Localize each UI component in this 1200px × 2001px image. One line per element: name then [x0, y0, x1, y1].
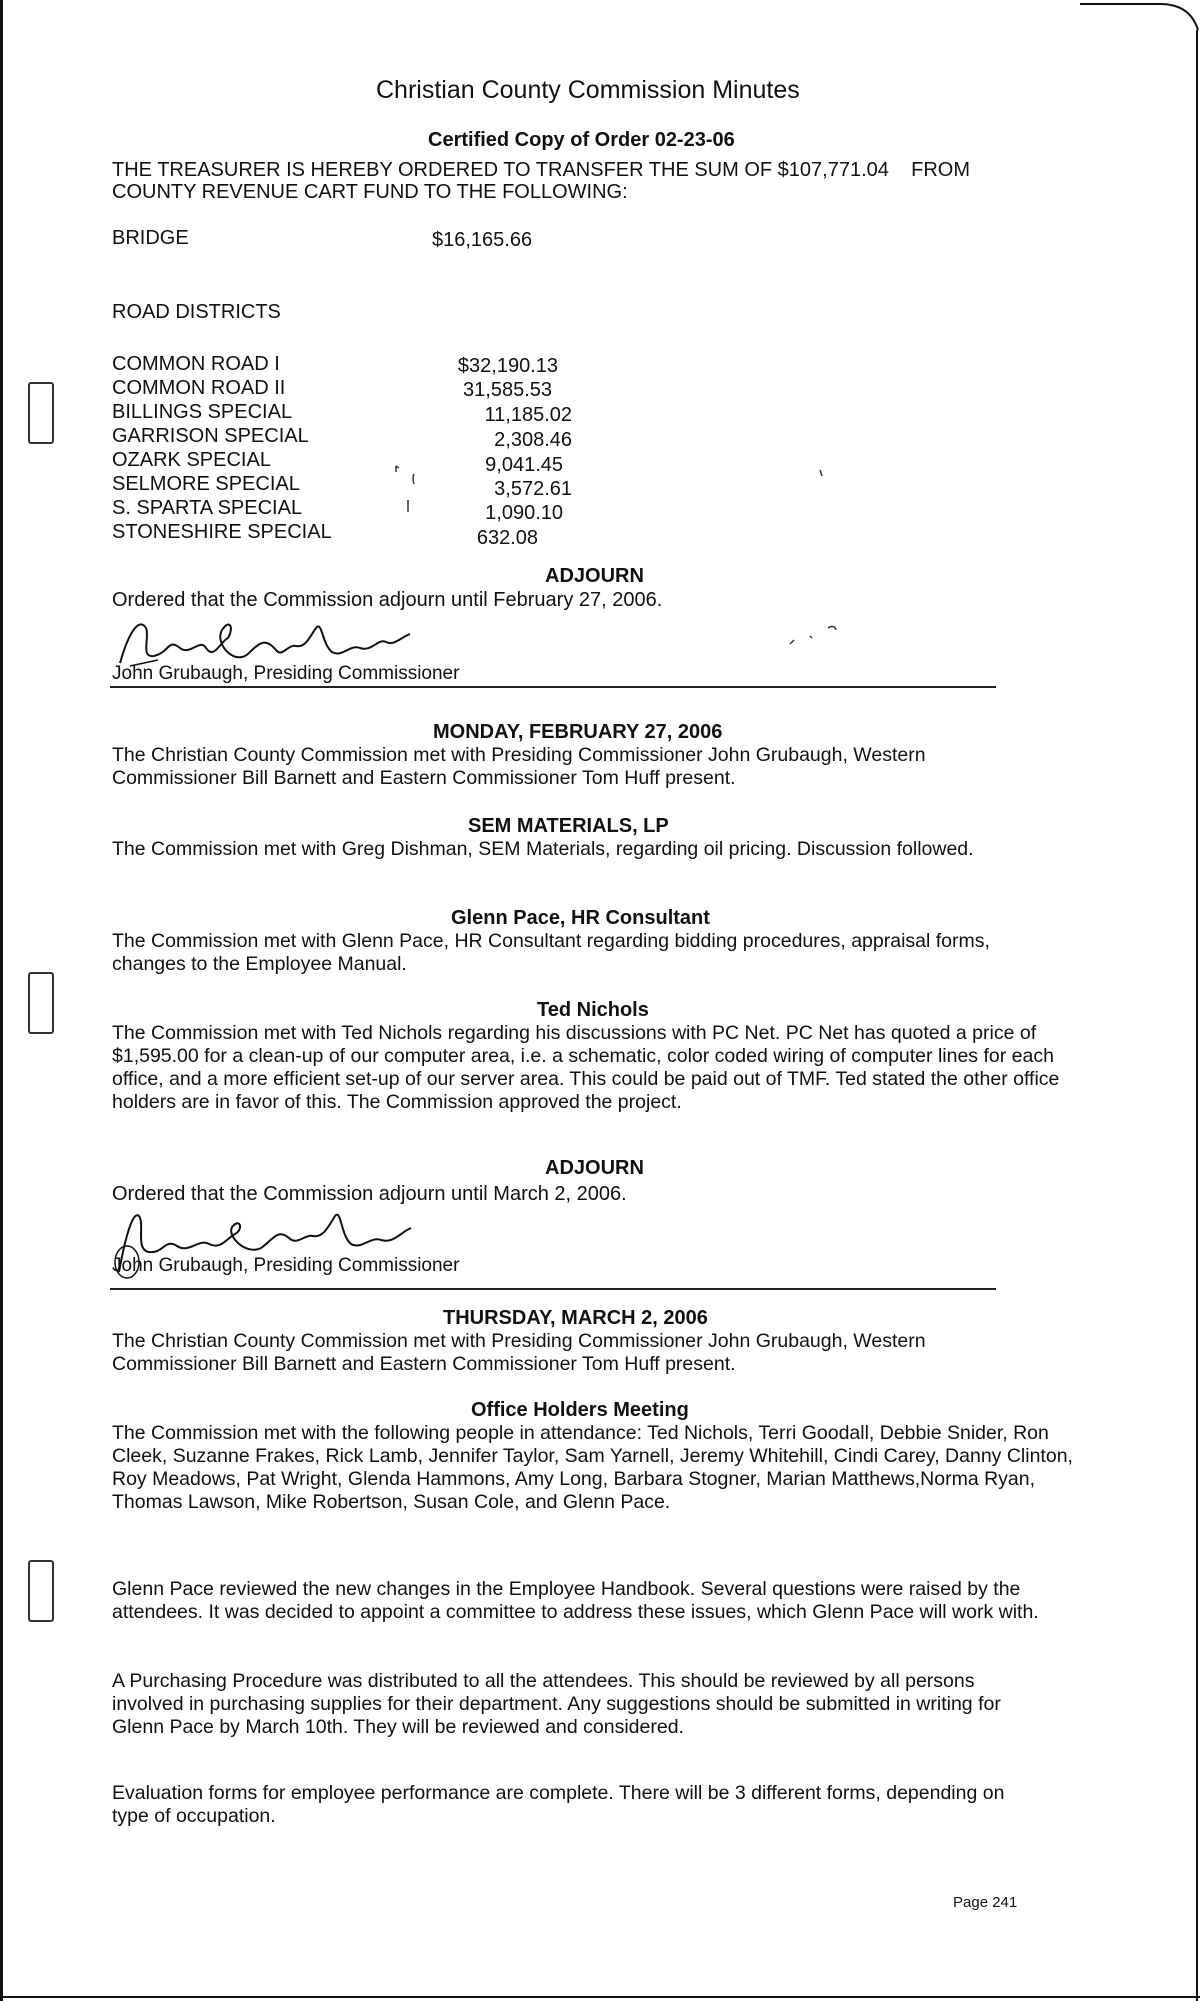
signer-caption-1: John Grubaugh, Presiding Commissioner — [112, 663, 460, 684]
road-name: COMMON ROAD II — [112, 377, 286, 399]
road-amount: 1,090.10 — [485, 502, 563, 524]
handbook-text: Glenn Pace reviewed the new changes in the Employee Handbook. Several questions were raised by the attendees. It was decided to appoint a committee to address these issues, which Glenn Pace will work with. — [112, 1578, 1039, 1623]
signer-caption-2: John Grubaugh, Presiding Commissioner — [112, 1255, 460, 1276]
bridge-label: BRIDGE — [112, 227, 189, 249]
road-districts-heading: ROAD DISTRICTS — [112, 301, 281, 323]
road-amount: $32,190.13 — [457, 355, 558, 377]
sem-heading: SEM MATERIALS, LP — [468, 815, 669, 837]
road-amount: 2,308.46 — [494, 429, 572, 451]
ted-heading: Ted Nichols — [537, 999, 649, 1021]
mar2-attendance-text: The Christian County Commission met with Presiding Commissioner John Grubaugh, Western Commissioner Bill Barnett and Eastern Commissioner Tom Huff present. — [112, 1330, 926, 1375]
evaluation-text: Evaluation forms for employee performance are complete. There will be 3 different forms, depending on type of occupation. — [112, 1782, 1005, 1827]
page-number: Page 241 — [953, 1894, 1018, 1911]
signature-line-1 — [110, 686, 996, 688]
road-amount: 632.08 — [476, 527, 538, 549]
order-heading: Certified Copy of Order 02-23-06 — [428, 129, 735, 151]
road-name: GARRISON SPECIAL — [112, 425, 309, 447]
road-name: COMMON ROAD I — [112, 353, 280, 375]
feb27-attendance-text: The Christian County Commission met with Presiding Commissioner John Grubaugh, Western Commissioner Bill Barnett and Eastern Commissioner Tom Huff present. — [112, 744, 926, 789]
document-title: Christian County Commission Minutes — [376, 76, 800, 104]
office-holders-heading: Office Holders Meeting — [471, 1399, 689, 1421]
page-border-left — [0, 0, 3, 2001]
adjourn-heading-1: ADJOURN — [545, 565, 644, 587]
sem-text: The Commission met with Greg Dishman, SEM Materials, regarding oil pricing. Discussion followed. — [112, 838, 974, 860]
binder-hole-middle — [28, 972, 54, 1034]
road-name: S. SPARTA SPECIAL — [112, 497, 303, 519]
road-name: BILLINGS SPECIAL — [112, 401, 293, 423]
page-corner-curl — [1080, 0, 1200, 40]
page-border-bottom — [0, 1996, 1200, 1998]
road-amount: 3,572.61 — [494, 478, 572, 500]
adjourn-text-1: Ordered that the Commission adjourn until February 27, 2006. — [112, 589, 663, 611]
purchasing-text: A Purchasing Procedure was distributed to all the attendees. This should be reviewed by all persons involved in purchasing supplies for their department. Any suggestions should be submitted in writing for Glenn Pace by March 10th. They will be reviewed and considered. — [112, 1670, 1001, 1738]
signature-line-2 — [110, 1288, 996, 1290]
pace-heading: Glenn Pace, HR Consultant — [451, 907, 710, 929]
road-name: SELMORE SPECIAL — [112, 473, 300, 495]
road-name: STONESHIRE SPECIAL — [112, 521, 332, 543]
road-amount: 31,585.53 — [463, 379, 552, 401]
order-text-line1: THE TREASURER IS HEREBY ORDERED TO TRANSFER THE SUM OF $107,771.04 FROM — [112, 159, 970, 181]
road-amount: 9,041.45 — [485, 454, 563, 476]
date-heading-mar2: THURSDAY, MARCH 2, 2006 — [443, 1307, 708, 1329]
pace-text: The Commission met with Glenn Pace, HR Consultant regarding bidding procedures, appraisal forms, changes to the Employee Manual. — [112, 930, 990, 975]
ted-text: The Commission met with Ted Nichols regarding his discussions with PC Net. PC Net has quoted a price of $1,595.00 for a clean-up of our computer area, i.e. a schematic, color coded wiring of computer lines for each office, and a more efficient set-up of our server area. This could be paid out of TMF. Ted stated the other office holders are in favor of this. The Commission approved the project. — [112, 1022, 1060, 1113]
order-text-line2: COUNTY REVENUE CART FUND TO THE FOLLOWING: — [112, 181, 628, 203]
road-name: OZARK SPECIAL — [112, 449, 271, 471]
binder-hole-top — [28, 382, 54, 444]
adjourn-heading-2: ADJOURN — [545, 1157, 644, 1179]
date-heading-feb27: MONDAY, FEBRUARY 27, 2006 — [433, 721, 723, 743]
road-amount: 11,185.02 — [484, 404, 572, 426]
office-holders-text: The Commission met with the following people in attendance: Ted Nichols, Terri Goodall, Debbie Snider, Ron Cleek, Suzanne Frakes, Rick Lamb, Jennifer Taylor, Sam Yarnell, Jeremy Whitehill, Cindi Carey, Danny Clinton, Roy Meadows, Pat Wright, Glenda Hammons, Amy Long, Barbara Stogner, Marian Matthews,Norma Ryan, Thomas Lawson, Mike Robertson, Susan Cole, and Glenn Pace. — [112, 1422, 1073, 1513]
binder-hole-bottom — [28, 1560, 54, 1622]
adjourn-text-2: Ordered that the Commission adjourn until March 2, 2006. — [112, 1183, 627, 1205]
bridge-amount: $16,165.66 — [432, 229, 533, 251]
page-border-right — [1196, 30, 1198, 2001]
